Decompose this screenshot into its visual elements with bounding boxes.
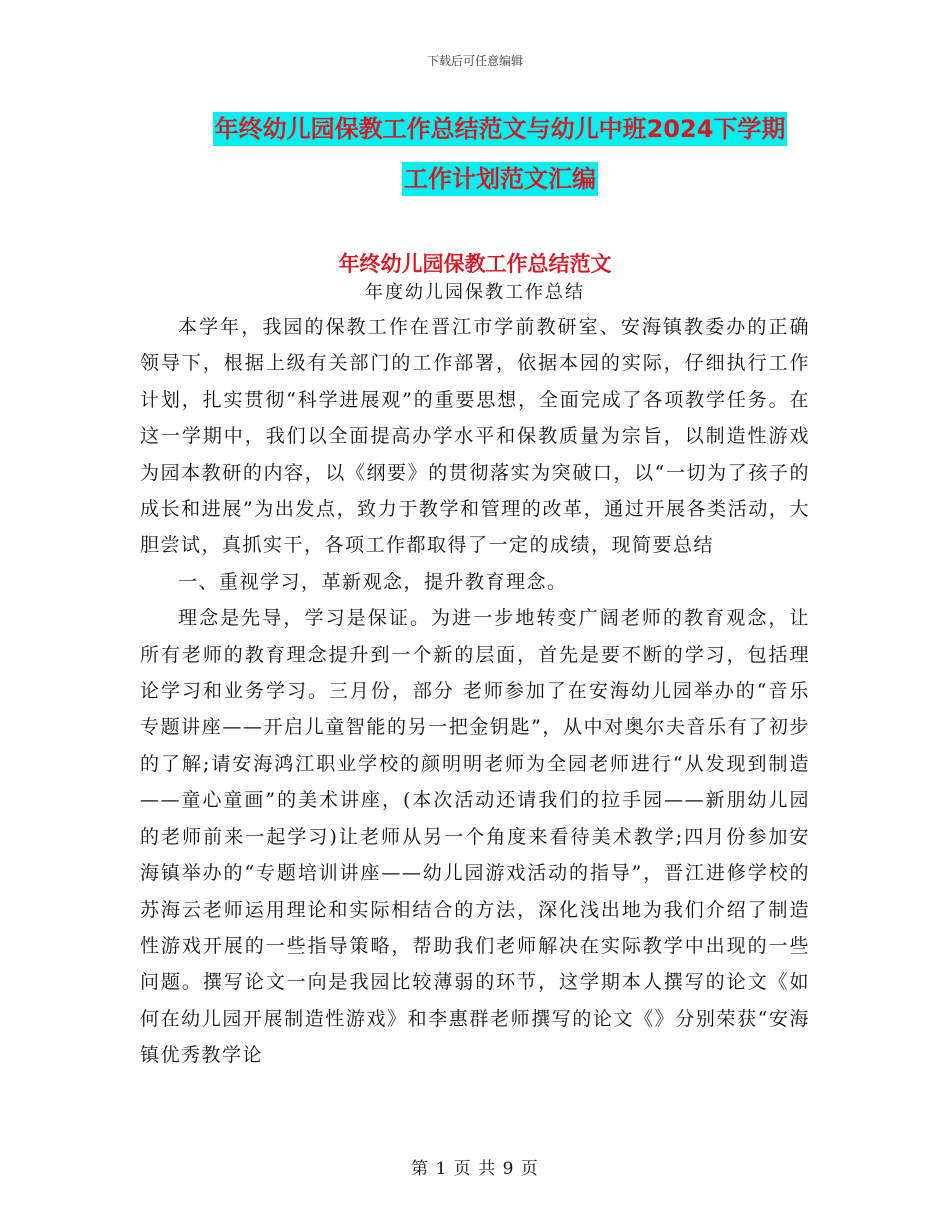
- paragraph: 本学年，我园的保教工作在晋江市学前教研室、安海镇教委办的正确领导下，根据上级有关部门的工作部署，依据本园的实际，仔细执行工作计划，扎实贯彻“科学进展观”的重要思想，全面完成了各项教学任务。在这一学期中，我们以全面提高办学水平和保教质量为宗旨，以制造性游戏为园本教研的内容，以《纲要》的贯彻落实为突破口，以“一切为了孩子的成长和进展”为出发点，致力于教学和管理的改革，通过开展各类活动，大胆尝试，真抓实干，各项工作都取得了一定的成绩，现简要总结: [140, 316, 810, 557]
- sub-title: 年度幼儿园保教工作总结: [365, 282, 585, 303]
- paragraph-heading: 一、重视学习，革新观念，提升教育理念。: [178, 570, 568, 593]
- document-title-line-2: 工作计划范文汇编: [402, 162, 598, 196]
- document-title: [140, 112, 860, 212]
- document-title-line-1: 年终幼儿园保教工作总结范文与幼儿中班2024下学期: [213, 112, 788, 146]
- header-note: 下载后可任意编辑: [426, 54, 523, 68]
- section-title: 年终幼儿园保教工作总结范文: [338, 252, 612, 276]
- body-text: [140, 309, 810, 1074]
- paragraph: 理念是先导，学习是保证。为进一步地转变广阔老师的教育观念，让所有老师的教育理念提升到一个新的层面，首先是要不断的学习，包括理论学习和业务学习。三月份，部分 老师参加了在安海幼儿园举办的“音乐专题讲座——开启儿童智能的另一把金钥匙”，从中对奥尔夫音乐有了初步的了解;请安海鸿江职业学校的颜明明老师为全园老师进行“从发现到制造——童心童画”的美术讲座，(本次活动还请我们的拉手园——新朋幼儿园的老师前来一起学习)让老师从另一个角度来看待美术教学;四月份参加安海镇举办的“专题培训讲座——幼儿园游戏活动的指导”，晋江进修学校的苏海云老师运用理论和实际相结合的方法，深化浅出地为我们介绍了制造性游戏开展的一些指导策略，帮助我们老师解决在实际教学中出现的一些问题。撰写论文一向是我园比较薄弱的环节，这学期本人撰写的论文《如何在幼儿园开展制造性游戏》和李惠群老师撰写的论文《》分别荣获“安海镇优秀教学论: [140, 607, 810, 1067]
- page-footer: 第 1 页 共 9 页: [411, 1159, 539, 1179]
